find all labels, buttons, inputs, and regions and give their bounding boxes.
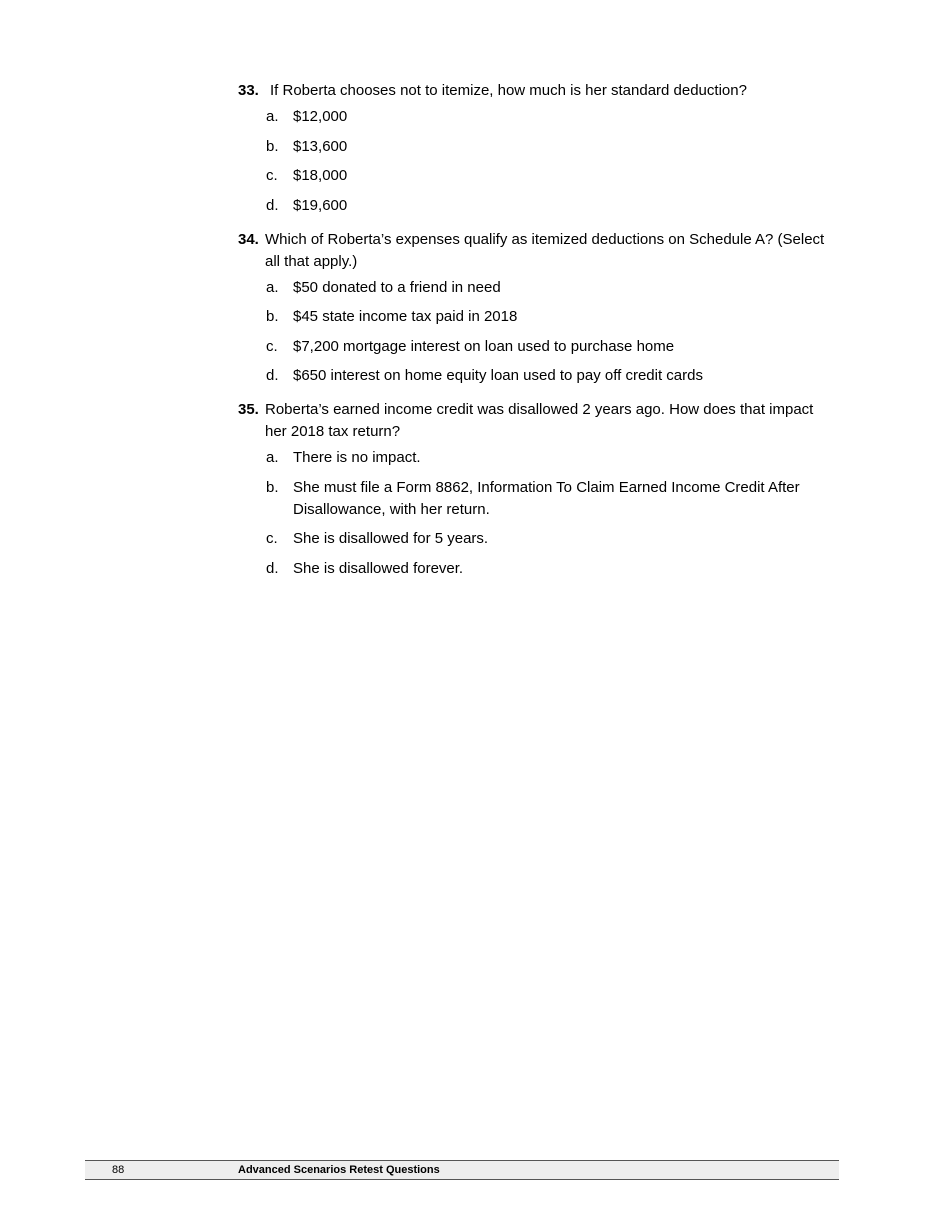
answer-option-d [238, 558, 838, 580]
answer-option-c [238, 528, 838, 550]
question-stem [238, 80, 838, 102]
option-text: $45 state income tax paid in 2018 [293, 308, 518, 325]
question-list [238, 80, 838, 592]
question-text: Roberta’s earned income credit was disallowed 2 years ago. How does that impact her 2018 tax return? [265, 401, 814, 440]
answer-option-a [238, 447, 838, 469]
page-number: 88 [112, 1164, 125, 1176]
question-33 [238, 80, 838, 217]
option-letter: b. [266, 308, 279, 325]
question-stem [238, 229, 838, 273]
option-text: $13,600 [293, 137, 348, 155]
answer-option-a [238, 277, 838, 299]
question-stem [238, 399, 838, 443]
option-letter: d. [266, 367, 279, 384]
option-text: She is disallowed for 5 years. [293, 530, 489, 547]
option-letter: b. [266, 478, 279, 496]
question-text: Which of Roberta’s expenses qualify as itemized deductions on Schedule A? (Select all that apply.) [265, 230, 825, 270]
answer-option-b [238, 477, 838, 521]
option-letter: c. [266, 337, 278, 355]
option-text: $18,000 [293, 167, 348, 184]
question-number: 34. [238, 230, 259, 248]
option-letter: b. [266, 137, 279, 155]
question-number: 33. [238, 82, 259, 99]
answer-options [238, 106, 838, 217]
option-text: $50 donated to a friend in need [293, 278, 501, 296]
answer-option-a [238, 106, 838, 128]
option-text: She is disallowed forever. [293, 559, 464, 577]
question-34 [238, 229, 838, 388]
option-letter: a. [266, 449, 279, 466]
option-letter: c. [266, 167, 278, 184]
option-letter: a. [266, 108, 279, 125]
answer-option-c [238, 165, 838, 187]
answer-option-d [238, 195, 838, 217]
answer-option-c [238, 336, 838, 358]
option-letter: d. [266, 196, 279, 214]
option-letter: c. [266, 530, 278, 547]
page-footer [85, 1160, 839, 1180]
option-text: There is no impact. [293, 449, 421, 466]
question-text: If Roberta chooses not to itemize, how much is her standard deduction? [270, 82, 747, 99]
option-text: $650 interest on home equity loan used to pay off credit cards [293, 367, 703, 384]
question-35 [238, 399, 838, 580]
answer-option-b [238, 136, 838, 158]
answer-option-d [238, 365, 838, 387]
option-letter: a. [266, 278, 279, 296]
option-letter: d. [266, 559, 279, 577]
answer-options [238, 277, 838, 388]
option-text: $7,200 mortgage interest on loan used to purchase home [293, 337, 675, 355]
question-number: 35. [238, 401, 259, 418]
answer-option-b [238, 306, 838, 328]
footer-title: Advanced Scenarios Retest Questions [238, 1164, 440, 1176]
option-text: She must file a Form 8862, Information To Claim Earned Income Credit After Disallowance, with her return. [293, 478, 800, 518]
answer-options [238, 447, 838, 580]
option-text: $19,600 [293, 196, 348, 214]
option-text: $12,000 [293, 108, 348, 125]
